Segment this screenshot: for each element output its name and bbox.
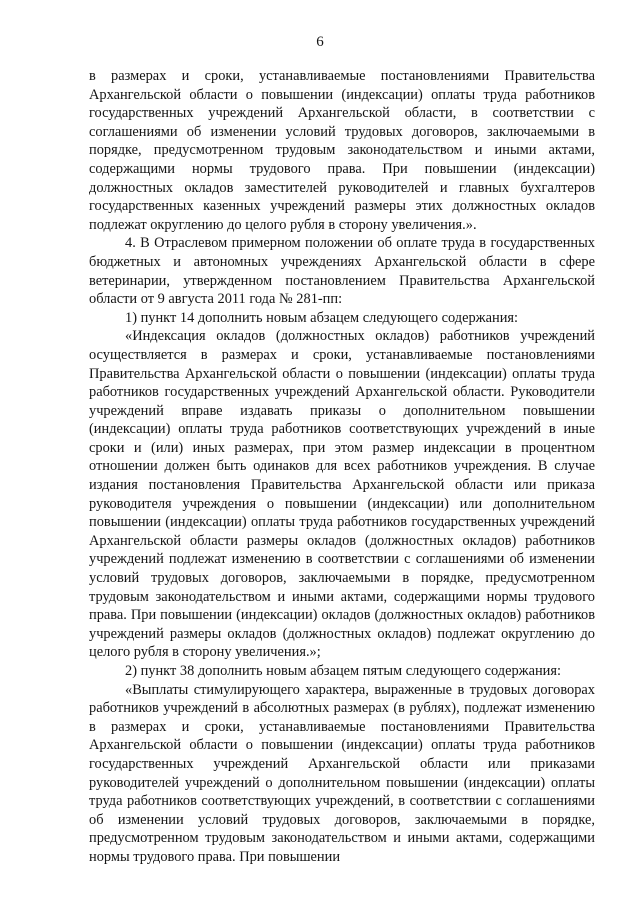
paragraph-item-4: 4. В Отраслевом примерном положении об оплате труда в государственных бюджетных и автономных учреждениях Архангельской области в сфере ветеринарии, утвержденном постановлением Правительства Архангельской области от 9 августа 2011 года № 281-пп: xyxy=(89,235,595,308)
paragraph-continuation: в размерах и сроки, устанавливаемые постановлениями Правительства Архангельской области о повышении (индексации) оплаты труда работников государственных учреждений Архангельской области, в соответствии с соглашениями об изменении условий трудовых договоров, заключаемыми в порядке, предусмотренном трудовым законодательством и иными актами, содержащими нормы трудового права. При повышении (индексации) должностных окладов заместителей руководителей и главных бухгалтеров государственных казенных учреждений размеры этих должностных окладов подлежат округлению до целого рубля в сторону увеличения.». xyxy=(89,68,595,233)
paragraph-stimulating-payments: «Выплаты стимулирующего характера, выраженные в трудовых договорах работников учреждений в абсолютных размерах (в рублях), подлежат изменению в размерах и сроки, устанавливаемые постановлениями Правительства Архангельской области о повышении (индексации) оплаты труда работников государственных учреждений Архангельской области или приказами руководителей учреждений о дополнительном повышении (индексации) оплаты труда работников соответствующих учреждений, в соответствии с соглашениями об изменении условий трудовых договоров, заключаемыми в порядке, предусмотренном трудовым законодательством и иными актами, содержащими нормы трудового права. При повышении xyxy=(89,681,595,865)
document-body xyxy=(89,67,595,867)
paragraph-subitem-1: 1) пункт 14 дополнить новым абзацем следующего содержания: xyxy=(125,309,519,326)
paragraph-indexation-text: «Индексация окладов (должностных окладов) работников учреждений осуществляется в размерах и сроки, устанавливаемые постановлениями Правительства Архангельской области о повышении (индексации) оплаты труда работников государственных учреждений Архангельской области. Руководители учреждений вправе издавать приказы о дополнительном повышении (индексации) оплаты труда работников соответствующих учреждений в иные сроки и (или) иных размерах, при этом размер индексации в процентном отношении должен быть одинаков для всех работников учреждения. В случае издания постановления Правительства Архангельской области или приказа руководителя учреждения о повышении (индексации) или дополнительном повышении (индексации) оплаты труда работников государственных учреждений Архангельской области размеры окладов (должностных окладов) работников учреждений подлежат изменению в соответствии с соглашениями об изменении условий трудовых договоров, заключаемыми в порядке, предусмотренном трудовым законодательством и иными актами, содержащими нормы трудового права. При повышении (индексации) окладов (должностных окладов) работников учреждений размеры окладов (должностных окладов) подлежат округлению до целого рубля в сторону увеличения.»; xyxy=(89,328,595,661)
paragraph-subitem-2: 2) пункт 38 дополнить новым абзацем пятым следующего содержания: xyxy=(125,663,561,679)
page-number: 6 xyxy=(316,34,324,50)
